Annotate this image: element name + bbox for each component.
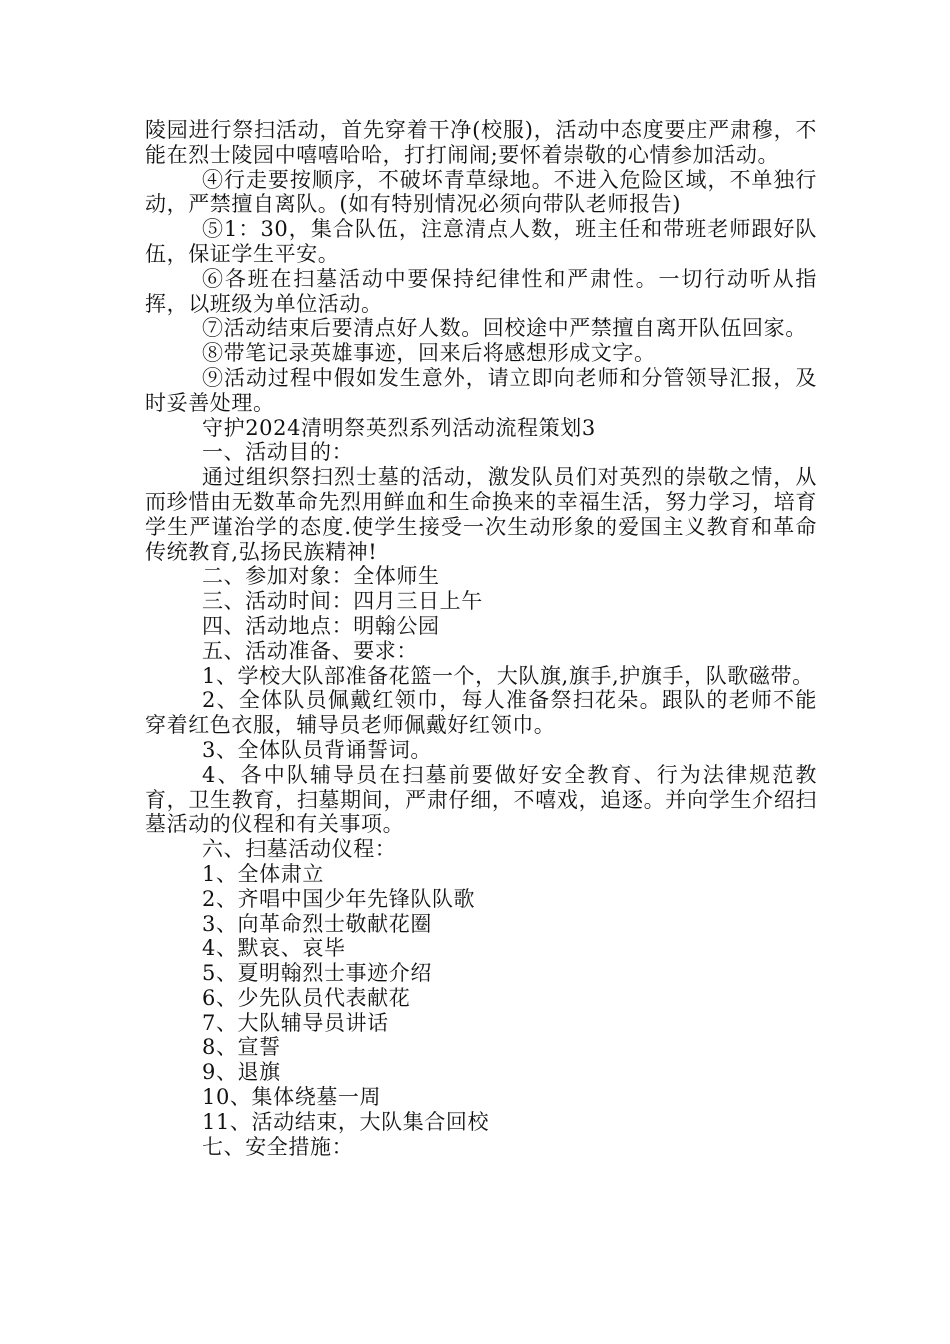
ceremony-item-10: 10、集体绕墓一周 xyxy=(202,1085,382,1110)
paragraph-5: ⑦活动结束后要清点好人数。回校途中严禁擅自离开队伍回家。 xyxy=(202,316,807,341)
ceremony-item-11: 11、活动结束，大队集合回校 xyxy=(202,1109,490,1134)
paragraph-6: ⑧带笔记录英雄事迹，回来后将感想形成文字。 xyxy=(202,341,656,366)
heading-safety: 七、安全措施： xyxy=(202,1134,354,1159)
paragraph-7: ⑨活动过程中假如发生意外，请立即向老师和分管领导汇报，及时妥善处理。 xyxy=(145,365,817,415)
ceremony-item-6: 6、少先队员代表献花 xyxy=(202,985,411,1010)
heading-participants: 二、参加对象：全体师生 xyxy=(202,564,440,589)
ceremony-item-7: 7、大队辅导员讲话 xyxy=(202,1010,389,1035)
paragraph-purpose: 通过组织祭扫烈士墓的活动，激发队员们对英烈的崇敬之情，从而珍惜由无数革命先烈用鲜血和生命换来的幸福生活，努力学习，培育学生严谨治学的态度.使学生接受一次生动形象的爱国主义教育和革命传统教育,弘扬民族精神! xyxy=(145,465,817,564)
document-body xyxy=(145,118,817,1159)
prep-item-1: 1、学校大队部准备花篮一个，大队旗,旗手,护旗手，队歌磁带。 xyxy=(202,663,814,688)
heading-time: 三、活动时间：四月三日上午 xyxy=(202,589,483,614)
heading-preparation: 五、活动准备、要求： xyxy=(202,638,418,663)
heading-purpose: 一、活动目的： xyxy=(202,440,354,465)
ceremony-item-5: 5、夏明翰烈士事迹介绍 xyxy=(202,961,432,986)
ceremony-item-8: 8、宣誓 xyxy=(202,1035,281,1060)
ceremony-item-9: 9、退旗 xyxy=(202,1060,281,1085)
paragraph-3: ⑤1：30，集合队伍，注意清点人数，班主任和带班老师跟好队伍，保证学生平安。 xyxy=(145,217,817,266)
ceremony-item-2: 2、齐唱中国少年先锋队队歌 xyxy=(202,886,476,911)
ceremony-item-3: 3、向革命烈士敬献花圈 xyxy=(202,911,432,936)
heading-ceremony: 六、扫墓活动仪程： xyxy=(202,837,397,862)
prep-item-2: 2、全体队员佩戴红领巾，每人准备祭扫花朵。跟队的老师不能穿着红色衣服，辅导员老师佩戴好红领巾。 xyxy=(145,688,817,738)
ceremony-item-4: 4、默哀、哀毕 xyxy=(202,936,346,961)
section-title: 守护2024清明祭英烈系列活动流程策划3 xyxy=(202,415,596,440)
paragraph-2: ④行走要按顺序，不破坏青草绿地。不进入危险区域，不单独行动，严禁擅自离队。(如有特别情况必须向带队老师报告) xyxy=(145,167,817,217)
ceremony-item-1: 1、全体肃立 xyxy=(202,861,324,886)
prep-item-3: 3、全体队员背诵誓词。 xyxy=(202,737,432,762)
paragraph-4: ⑥各班在扫墓活动中要保持纪律性和严肃性。一切行动听从指挥，以班级为单位活动。 xyxy=(145,266,817,316)
prep-item-4: 4、各中队辅导员在扫墓前要做好安全教育、行为法律规范教育，卫生教育，扫墓期间，严肃仔细，不嘻戏，追逐。并向学生介绍扫墓活动的仪程和有关事项。 xyxy=(145,762,817,837)
paragraph-1: 陵园进行祭扫活动，首先穿着干净(校服)，活动中态度要庄严肃穆，不能在烈士陵园中嘻嘻哈哈，打打闹闹;要怀着崇敬的心情参加活动。 xyxy=(145,118,817,167)
heading-location: 四、活动地点：明翰公园 xyxy=(202,613,440,638)
